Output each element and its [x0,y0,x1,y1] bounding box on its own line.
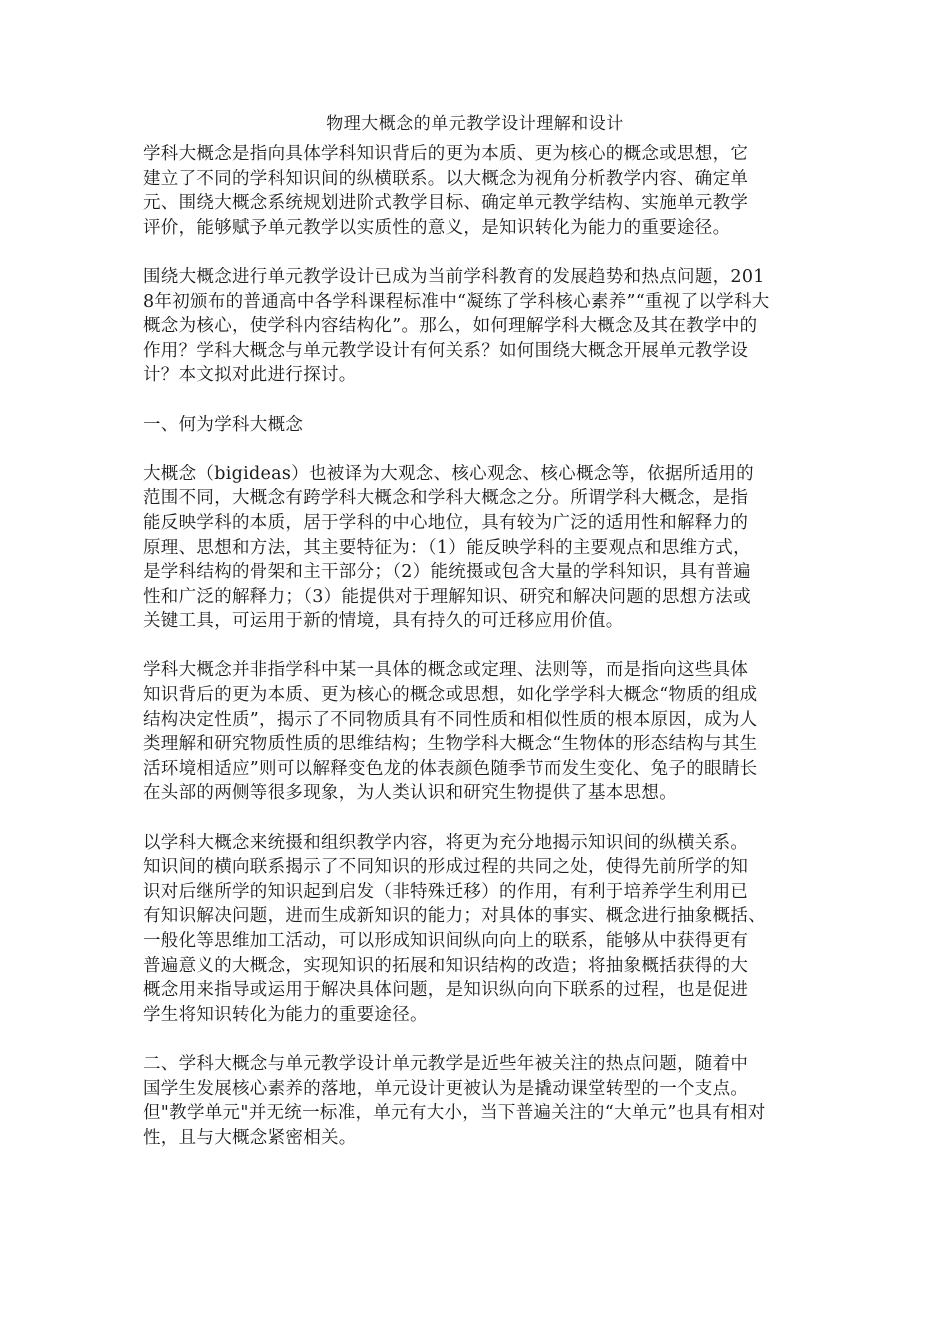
text-line: 作用？学科大概念与单元教学设计有何关系？如何围绕大概念开展单元教学设 [143,340,749,361]
paragraph-intro [143,142,813,240]
text-line: 大概念（bigideas）也被译为大观念、核心观念、核心概念等，依据所适用的 [143,463,754,484]
text-line: 性和广泛的解释力；（3）能提供对于理解知识、研究和解决问题的思想方法或 [143,586,751,607]
text-line: 结构决定性质”，揭示了不同物质具有不同性质和相似性质的根本原因，成为人 [143,709,758,730]
text-line: 关键工具，可运用于新的情境，具有持久的可迁移应用价值。 [143,611,624,632]
text-line: 是学科结构的骨架和主干部分；（2）能统摄或包含大量的学科知识，具有普遍 [143,562,751,583]
text-line: 计？本文拟对此进行探讨。 [143,365,357,386]
text-line: 元、围绕大概念系统规划进阶式教学目标、确定单元教学结构、实施单元教学 [143,193,749,214]
paragraph-big-ideas-definition [143,462,813,634]
text-line: 能反映学科的本质，居于学科的中心地位，具有较为广泛的适用性和解释力的 [143,512,749,533]
document-title: 物理大概念的单元教学设计理解和设计 [326,114,624,134]
text-line: 有知识解决问题，进而生成新知识的能力；对具体的事实、概念进行抽象概括、 [143,906,766,927]
paragraph-section-2 [143,1052,813,1150]
text-line: 识对后继所学的知识起到启发（非特殊迁移）的作用，有利于培养学生利用已 [143,881,749,902]
text-line: 建立了不同的学科知识间的纵横联系。以大概念为视角分析教学内容、确定单 [143,168,749,189]
paragraph-big-ideas-examples [143,658,813,806]
paragraph-background [143,265,813,388]
text-line: 性，且与大概念紧密相关。 [143,1127,357,1148]
text-line: 8年初颁布的普通高中各学科课程标准中“凝练了学科核心素养”“重视了以学科大 [143,291,770,312]
text-line: 在头部的两侧等很多现象，为人类认识和研究生物提供了基本思想。 [143,783,677,804]
text-line: 知识背后的更为本质、更为核心的概念或思想，如化学学科大概念“物质的组成 [143,685,758,706]
text-line: 以学科大概念来统摄和组织教学内容，将更为充分地揭示知识间的纵横关系。 [143,832,749,853]
text-line: 二、学科大概念与单元教学设计单元教学是近些年被关注的热点问题，随着中 [143,1053,749,1074]
text-line: 原理、思想和方法，其主要特征为：（1）能反映学科的主要观点和思维方式， [143,537,751,558]
text-line: 普遍意义的大概念，实现知识的拓展和知识结构的改造；将抽象概括获得的大 [143,955,749,976]
text-line: 概念为核心，使学科内容结构化”。那么，如何理解学科大概念及其在教学中的 [143,316,758,337]
text-line: 学科大概念并非指学科中某一具体的概念或定理、法则等，而是指向这些具体 [143,660,749,681]
text-line: 活环境相适应”则可以解释变色龙的体表颜色随季节而发生变化、兔子的眼睛长 [143,758,758,779]
text-line: 学生将知识转化为能力的重要途径。 [143,1004,428,1025]
text-line: 国学生发展核心素养的落地，单元设计更被认为是撬动课堂转型的一个支点。 [143,1078,749,1099]
text-line: 概念用来指导或运用于解决具体问题，是知识纵向向下联系的过程，也是促进 [143,980,749,1001]
text-line: 学科大概念是指向具体学科知识背后的更为本质、更为核心的概念或思想，它 [143,144,749,164]
paragraph-knowledge-relations [143,831,813,1028]
text-line: 一般化等思维加工活动，可以形成知识间纵向向上的联系，能够从中获得更有 [143,931,749,951]
section-heading-1: 一、何为学科大概念 [143,414,304,435]
text-line: 范围不同，大概念有跨学科大概念和学科大概念之分。所谓学科大概念，是指 [143,488,749,509]
document-body [143,142,813,1175]
text-line: 但"教学单元"并无统一标准，单元有大小，当下普遍关注的“大单元”也具有相对 [143,1103,766,1124]
text-line: 类理解和研究物质性质的思维结构；生物学科大概念“生物体的形态结构与其生 [143,734,758,755]
text-line: 围绕大概念进行单元教学设计已成为当前学科教育的发展趋势和热点问题，201 [143,266,765,287]
text-line: 评价，能够赋予单元教学以实质性的意义，是知识转化为能力的重要途径。 [143,217,731,238]
text-line: 知识间的横向联系揭示了不同知识的形成过程的共同之处，使得先前所学的知 [143,857,749,878]
